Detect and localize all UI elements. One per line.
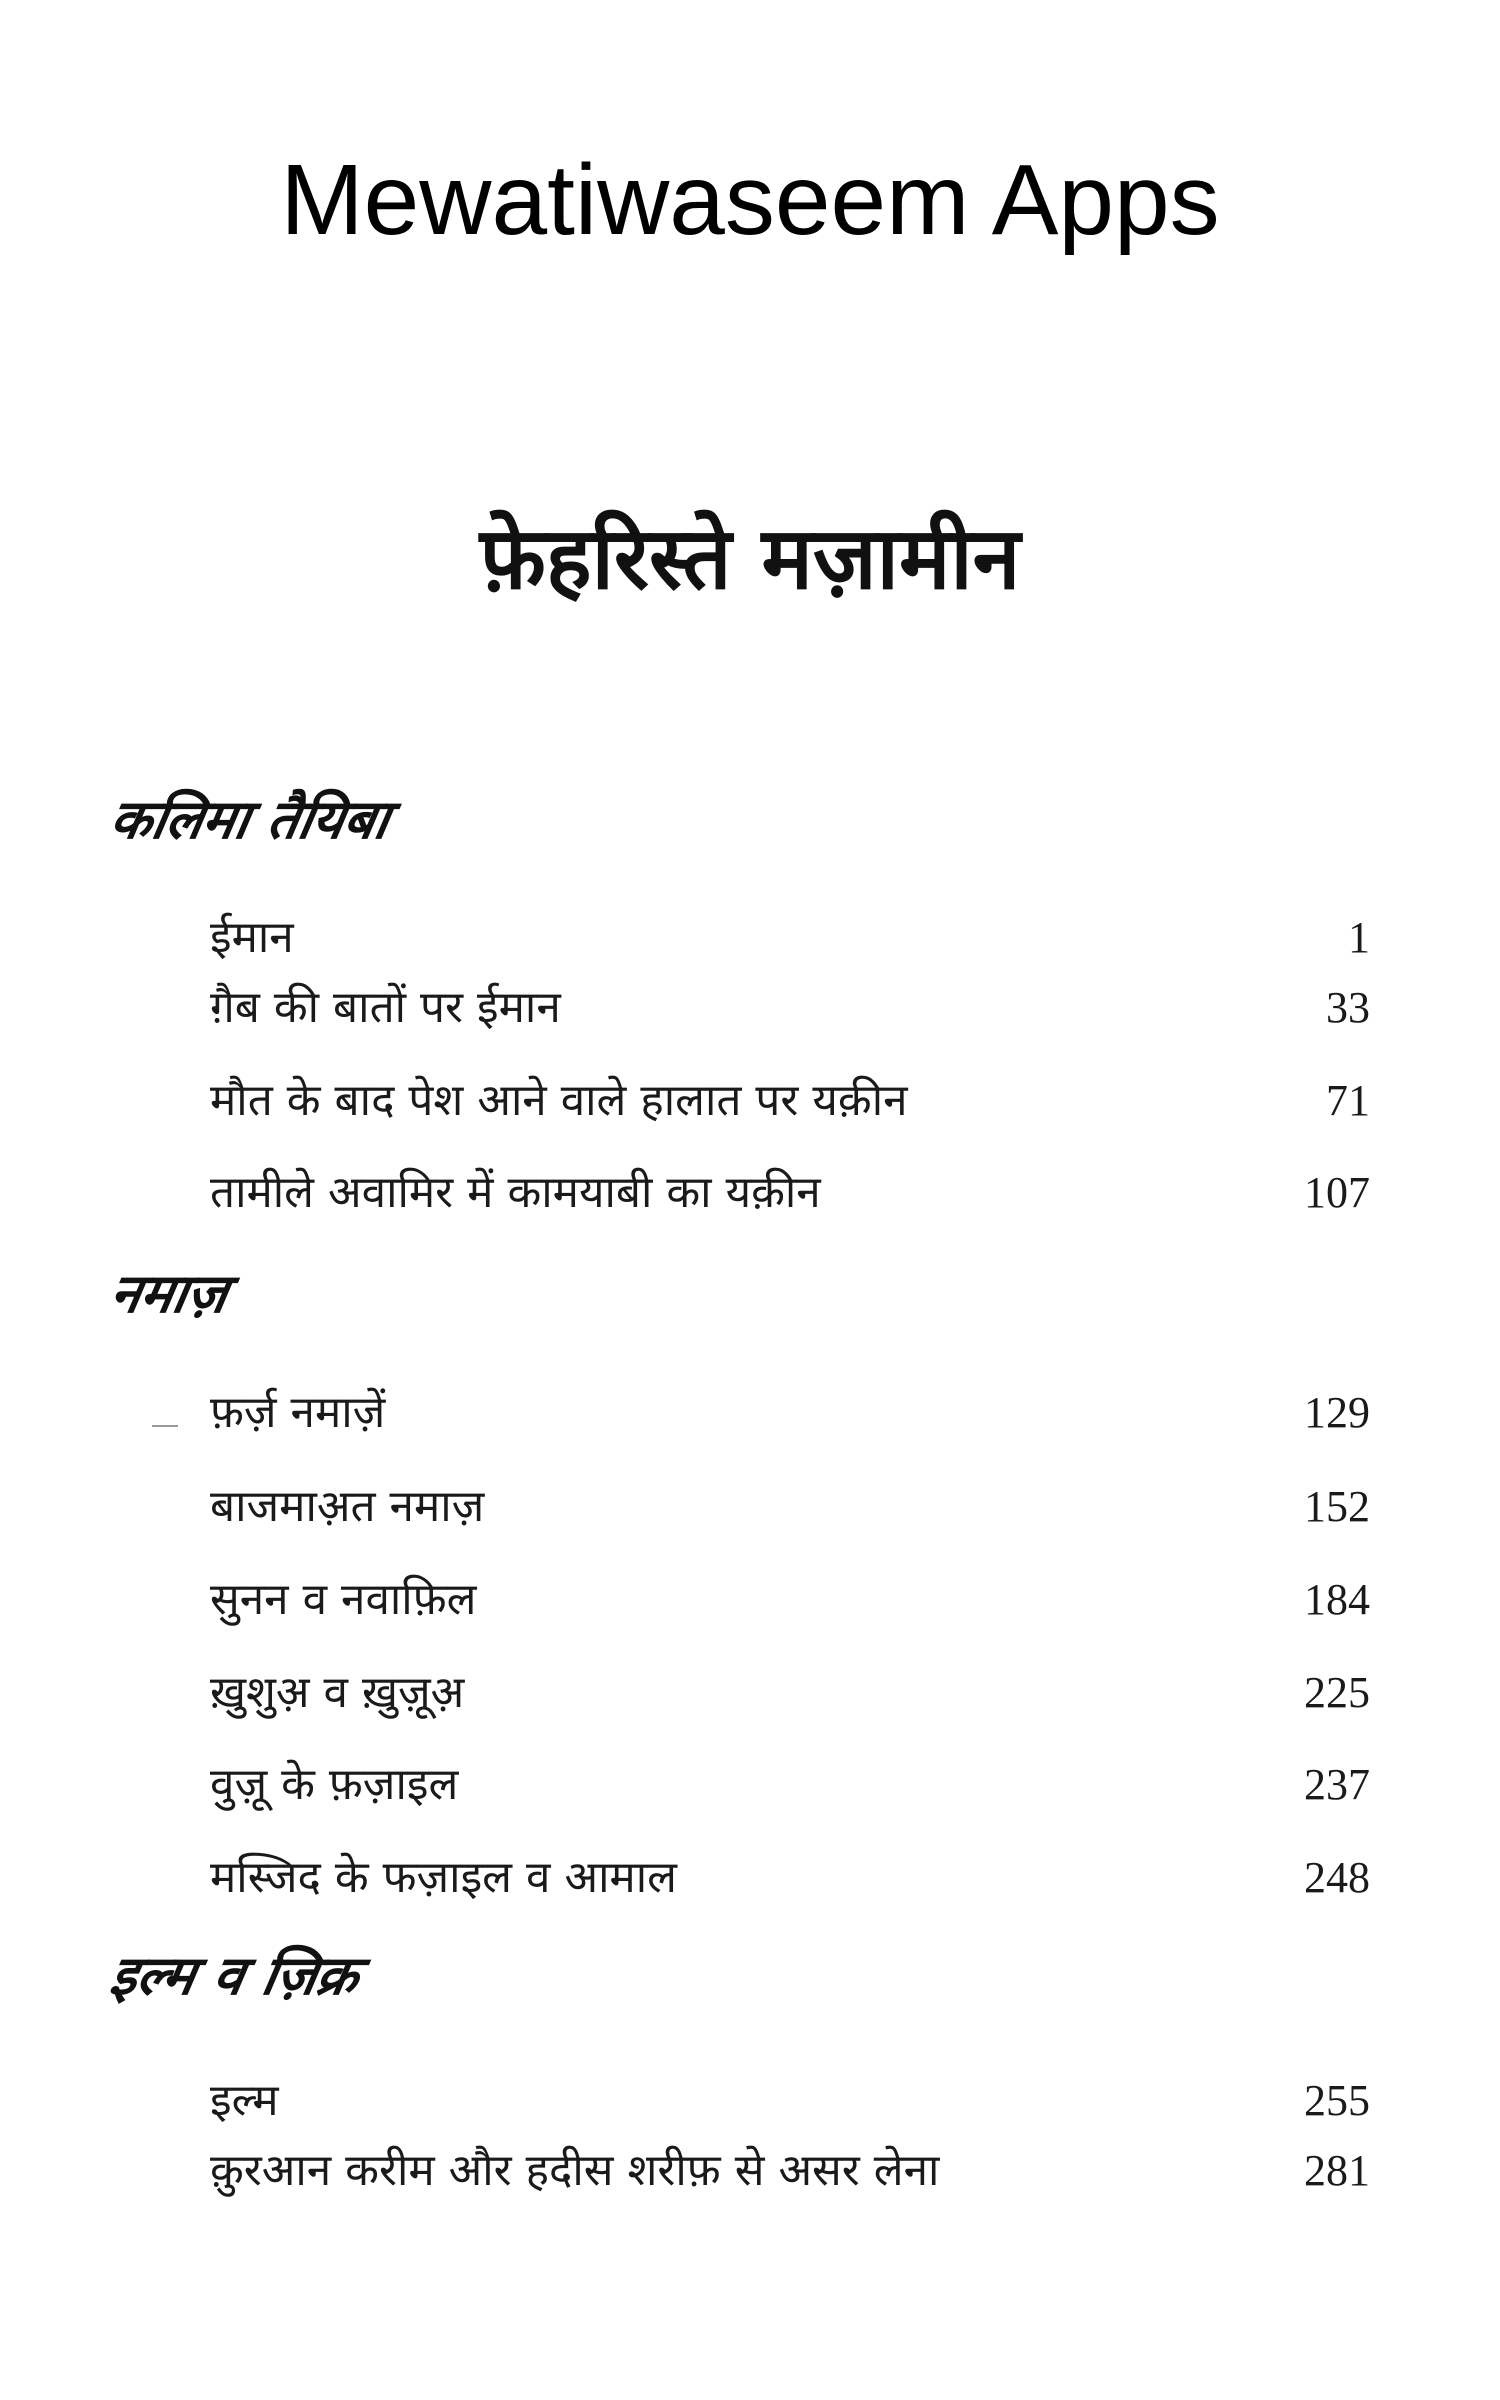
entry-title: ईमान [210,912,294,964]
entry-title: फ़र्ज़ नमाज़ें [210,1387,386,1439]
toc-entry[interactable] [210,1752,1370,1812]
toc-entry[interactable] [210,1160,1370,1220]
toc-entry[interactable] [210,2138,1370,2198]
entry-page-number: 281 [1304,2146,1370,2196]
entry-title: मस्जिद के फज़ाइल व आमाल [210,1852,677,1904]
entry-page-number: 107 [1304,1168,1370,1218]
toc-entry[interactable] [210,1474,1370,1534]
entry-page-number: 255 [1304,2076,1370,2126]
page-heading: फ़ेहरिस्ते मज़ामीन [479,509,1021,609]
entry-title: क़ुरआन करीम और हदीस शरीफ़ से असर लेना [210,2145,940,2197]
toc-entry[interactable] [210,2068,1370,2128]
entry-title: तामीले अवामिर में कामयाबी का यक़ीन [210,1167,821,1219]
entry-title: ख़ुशुअ़ व ख़ुज़ूअ़ [210,1667,465,1719]
toc-entry[interactable] [210,1567,1370,1627]
entry-page-number: 71 [1326,1076,1370,1126]
entry-page-number: 237 [1304,1760,1370,1810]
entry-page-number: 129 [1304,1388,1370,1438]
entry-page-number: 33 [1326,983,1370,1033]
entry-title: इल्म [210,2075,279,2127]
app-title: Mewatiwaseem Apps [280,144,1220,256]
entry-page-number: 225 [1304,1668,1370,1718]
entry-title: ग़ैब की बातों पर ईमान [210,982,561,1034]
toc-entry[interactable] [210,1380,1370,1440]
section-heading-namaz: नमाज़ [105,1262,233,1325]
entry-title: वुज़ू के फ़ज़ाइल [210,1759,459,1811]
toc-entry[interactable] [210,1068,1370,1128]
toc-entry[interactable] [210,1845,1370,1905]
section-heading-ilm-zikr: इल्म व ज़िक्र [105,1944,364,2007]
entry-page-number: 1 [1348,913,1370,963]
scan-mark [152,1425,178,1427]
toc-entry[interactable] [210,905,1370,965]
entry-page-number: 248 [1304,1853,1370,1903]
entry-title: मौत के बाद पेश आने वाले हालात पर यक़ीन [210,1075,908,1127]
section-heading-kalima: कलिमा तैयिबा [105,788,395,851]
entry-title: बाजमाअ़त नमाज़ [210,1481,485,1533]
entry-page-number: 184 [1304,1575,1370,1625]
entry-page-number: 152 [1304,1482,1370,1532]
toc-entry[interactable] [210,1660,1370,1720]
toc-entry[interactable] [210,975,1370,1035]
entry-title: सुनन व नवाफ़िल [210,1574,477,1626]
